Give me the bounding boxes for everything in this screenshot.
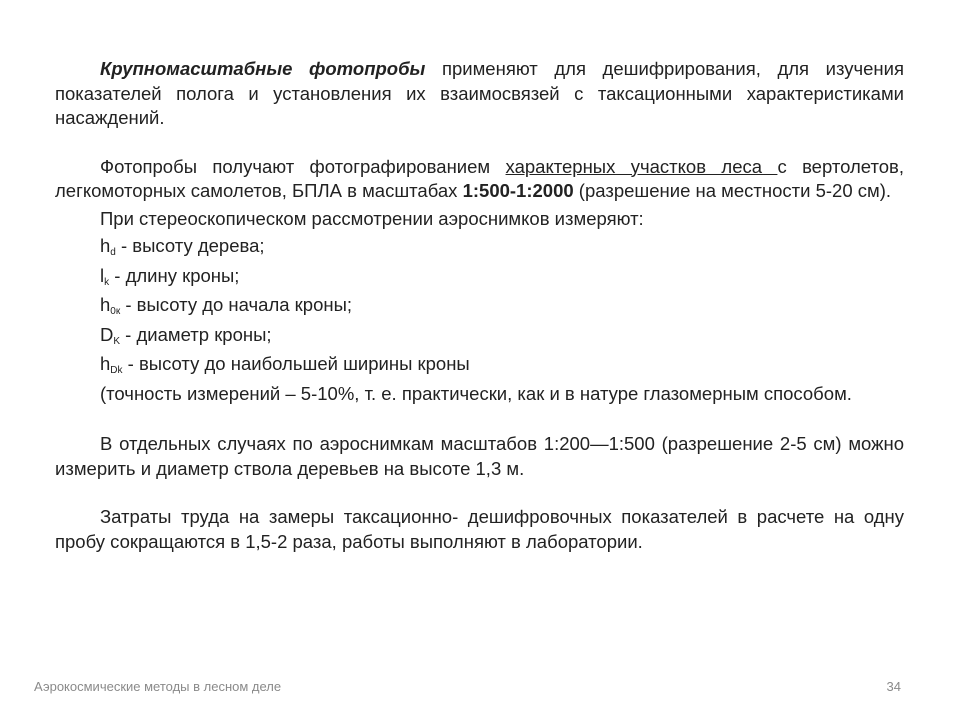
measurement-subscript: Dk (110, 365, 123, 376)
paragraph-trunk-diameter: В отдельных случаях по аэроснимкам масштабов 1:200—1:500 (разрешение 2-5 см) можно измерить и диаметр ствола деревьев на высоте 1,3 м. (55, 433, 904, 479)
measurement-symbol: h (100, 353, 111, 374)
footer-title: Аэрокосмические методы в лесном деле (34, 679, 282, 694)
measurement-tree-height (55, 231, 904, 261)
measurement-text: - высоту до наибольшей ширины кроны (122, 353, 470, 374)
measurement-crown-start-height (55, 290, 904, 320)
measurement-text: - высоту дерева; (115, 235, 265, 256)
measurement-text: - длину кроны; (109, 264, 240, 286)
slide-content (55, 57, 904, 554)
measurement-subscript: d (110, 247, 116, 258)
paragraph-labor-costs: Затраты труда на замеры таксационно- дешифровочных показателей в расчете на одну пробу сокращаются в 1,5-2 раза, работы выполняют в лаборатории. (55, 506, 904, 552)
term-large-scale-photo-samples: Крупномасштабные фотопробы (100, 58, 426, 79)
paragraph-large-scale-photo-samples (55, 57, 904, 131)
measurement-list (55, 231, 904, 408)
underlined-forest-areas: характерных участков леса (505, 155, 778, 177)
measurement-symbol: h (100, 235, 111, 256)
paragraph2-text-start: Фотопробы получают фотографированием (100, 155, 506, 177)
page-number: 34 (886, 679, 901, 694)
measurement-subscript: K (113, 335, 121, 347)
stereo-measurement-intro: При стереоскопическом рассмотрении аэроснимков измеряют: (100, 207, 644, 229)
measurement-subscript: k (104, 276, 110, 288)
measurement-symbol: D (100, 323, 114, 345)
measurement-symbol: l (100, 264, 105, 286)
measurement-symbol: h (100, 294, 111, 315)
measurement-accuracy-note: (точность измерений – 5-10%, т. е. практически, как и в натуре глазомерным способом. (100, 382, 852, 404)
measurement-max-crown-width-height (55, 349, 904, 379)
measurement-subscript: 0к (110, 306, 121, 317)
measurement-crown-diameter (55, 320, 904, 350)
paragraph1-text: применяют для дешифрирования, для изучения показателей полога и установления их взаимосвязей с таксационными характеристиками насаждений. (55, 58, 905, 128)
paragraph-photo-samples-obtaining (55, 155, 904, 204)
scale-range: 1:500-1:2000 (462, 180, 574, 201)
measurement-text: - диаметр кроны; (120, 323, 272, 345)
paragraph2-text-middle: с вертолетов, легкомоторных самолетов, БПЛА в масштабах (55, 155, 904, 201)
measurement-crown-length (55, 261, 904, 291)
measurement-text: - высоту до начала кроны; (120, 294, 353, 315)
paragraph2-text-end: (разрешение на местности 5-20 см). (573, 180, 892, 201)
